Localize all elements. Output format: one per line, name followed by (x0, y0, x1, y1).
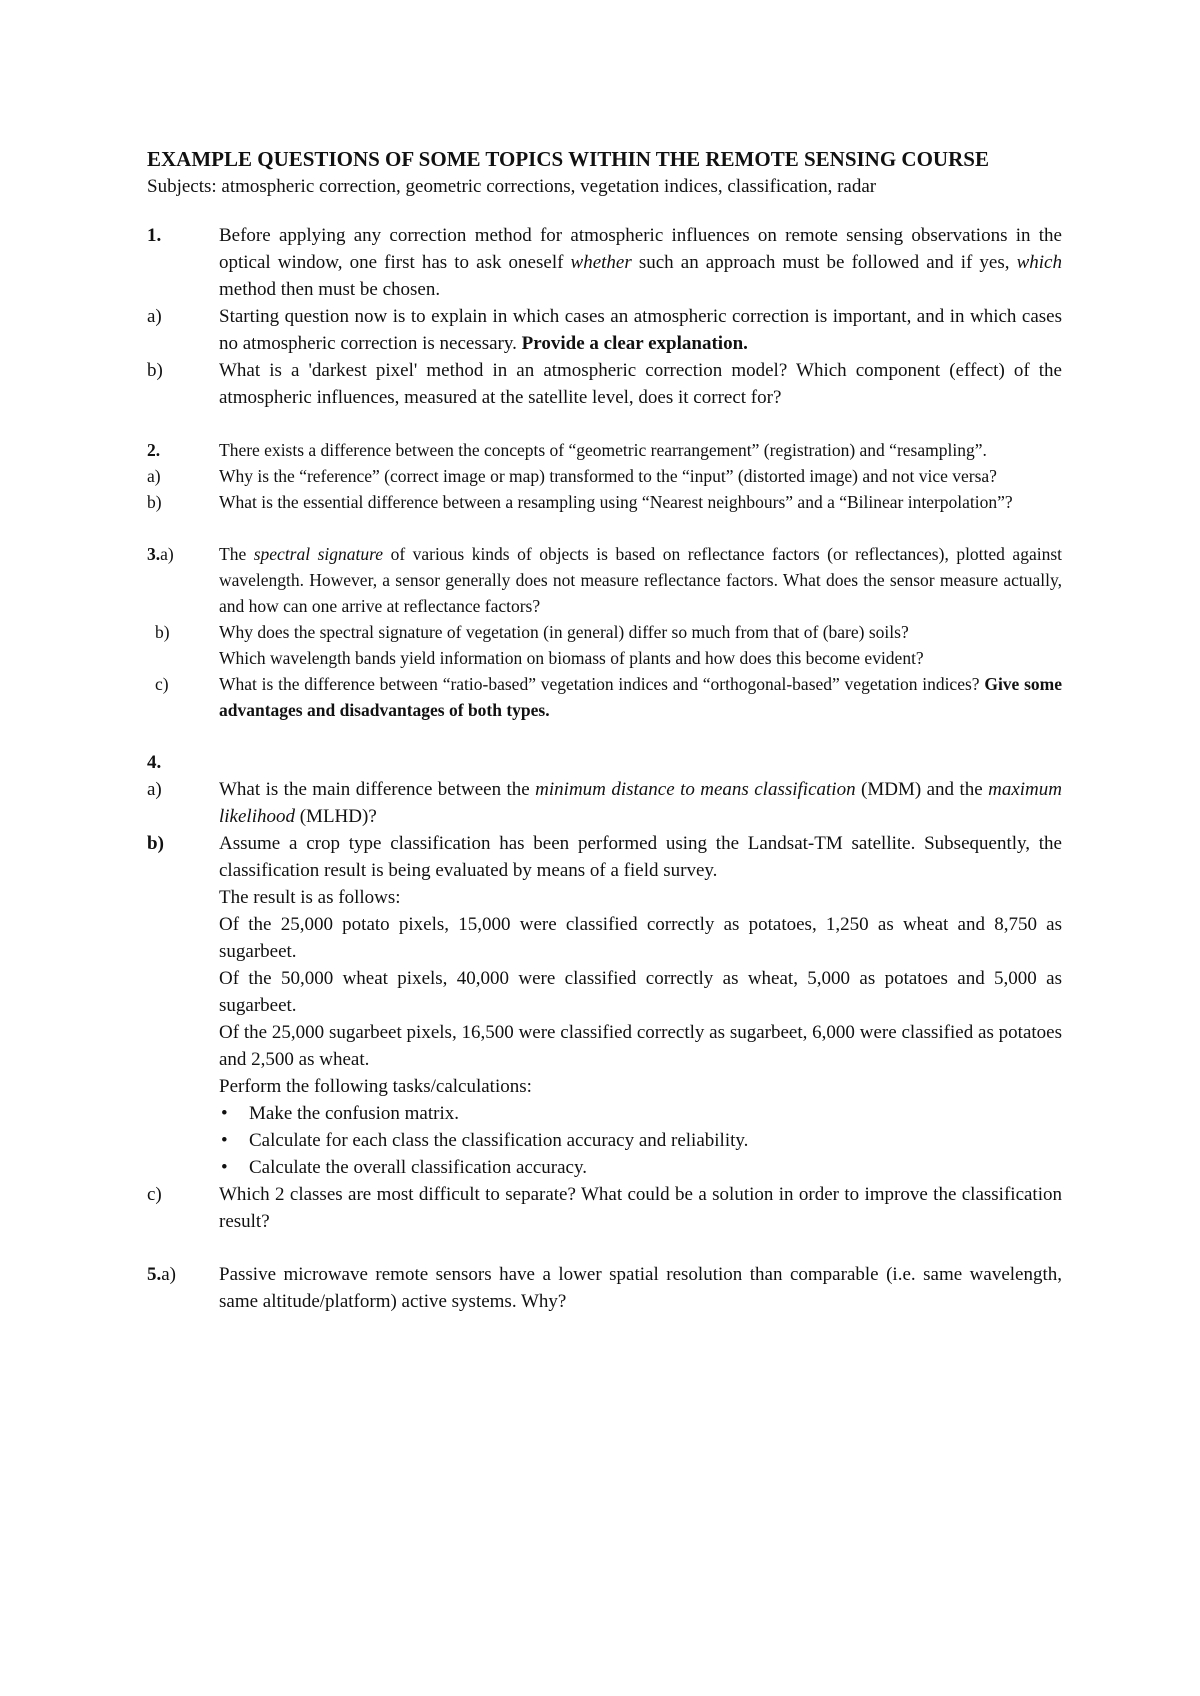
bold-instruction: Give some advantages and disadvantages of both types. (219, 674, 1062, 720)
question-5 (147, 1261, 1062, 1315)
question-number: 2. (147, 440, 161, 460)
question-text: Assume a crop type classification has been performed using the Landsat-TM satellite. Subsequently, the classification result is being evaluated by means of a field survey. (219, 833, 1062, 881)
question-text: Passive microwave remote sensors have a lower spatial resolution than comparable (i.e. same wavelength, same altitude/platform) active systems. Why? (219, 1264, 1062, 1312)
question-text: The result is as follows: (219, 887, 401, 908)
task-list (219, 1100, 1062, 1181)
document-title: EXAMPLE QUESTIONS OF SOME TOPICS WITHIN THE REMOTE SENSING COURSE (147, 147, 989, 171)
question-3 (147, 541, 1062, 723)
list-item (219, 1127, 1062, 1154)
question-text: The (219, 544, 254, 564)
question-text: Of the 50,000 wheat pixels, 40,000 were classified correctly as wheat, 5,000 as potatoes and 5,000 as sugarbeet. (219, 968, 1062, 1016)
question-text: What is the difference between “ratio-based” vegetation indices and “orthogonal-based” vegetation indices? (219, 674, 985, 694)
sub-label: c) (147, 1184, 162, 1205)
question-4c (147, 1181, 1062, 1235)
spacer (147, 723, 1062, 749)
sub-label: a) (147, 306, 162, 327)
question-text: What is the main difference between the (219, 779, 536, 800)
question-text: What is a 'darkest pixel' method in an atmospheric correction model? Which component (effect) of the atmospheric influences, measured at the satellite level, does it correct for? (219, 360, 1062, 408)
bullet-icon: • (221, 1157, 228, 1178)
sub-label: b) (147, 492, 162, 512)
question-1b (147, 357, 1062, 411)
question-4a (147, 776, 1062, 830)
question-text: Of the 25,000 potato pixels, 15,000 were classified correctly as potatoes, 1,250 as wheat and 8,750 as sugarbeet. (219, 914, 1062, 962)
sub-label: a) (147, 466, 161, 486)
sub-label: a) (147, 779, 162, 800)
question-5a (147, 1261, 1062, 1315)
question-2b (147, 489, 1062, 515)
question-number-bold: 3. (147, 544, 161, 564)
question-text: (MDM) and the (855, 779, 989, 800)
question-4-heading (147, 749, 1062, 776)
question-text: Before applying any correction method for atmospheric influences on remote sensing observations in the optical window, one first has to ask oneself (219, 225, 1062, 273)
list-item (219, 1100, 1062, 1127)
sub-label: b) (147, 360, 163, 381)
question-1 (147, 222, 1062, 411)
sub-label: a) (160, 544, 174, 564)
question-2 (147, 437, 1062, 515)
sub-label: a) (161, 1264, 177, 1285)
bullet-icon: • (221, 1103, 228, 1124)
question-text: What is the essential difference between a resampling using “Nearest neighbours” and a “Bilinear interpolation”? (219, 492, 1013, 512)
question-3b (147, 619, 1062, 671)
spacer (147, 515, 1062, 541)
list-item-text: Make the confusion matrix. (249, 1103, 460, 1124)
spacer (147, 411, 1062, 437)
question-number-bold: 5. (147, 1264, 162, 1285)
question-text: method then must be chosen. (219, 279, 441, 300)
emphasis-text: minimum distance to means classification (535, 779, 856, 800)
question-2a (147, 463, 1062, 489)
question-1a (147, 303, 1062, 357)
emphasis-text: which (1016, 252, 1062, 273)
question-text: Of the 25,000 sugarbeet pixels, 16,500 were classified correctly as sugarbeet, 6,000 were classified as potatoes and 2,500 as wheat. (219, 1022, 1062, 1070)
emphasis-text: spectral signature (253, 544, 384, 564)
question-text: of various kinds of objects is based on reflectance factors (or reflectances), plotted against wavelength. However, a sensor generally does not measure reflectance factors. What does the sensor measure actually, and how can one arrive at reflectance factors? (219, 544, 1062, 616)
question-text: Perform the following tasks/calculations: (219, 1076, 532, 1097)
sub-label: b) (155, 622, 170, 642)
question-text: There exists a difference between the concepts of “geometric rearrangement” (registration) and “resampling”. (219, 440, 987, 460)
question-text: Starting question now is to explain in which cases an atmospheric correction is important, and in which cases no atmospheric correction is necessary. (219, 306, 1062, 354)
spacer (147, 1235, 1062, 1261)
document-page (147, 146, 1062, 1315)
question-text: Which 2 classes are most difficult to separate? What could be a solution in order to improve the classification result? (219, 1184, 1062, 1232)
question-text: Why is the “reference” (correct image or map) transformed to the “input” (distorted image) and not vice versa? (219, 466, 997, 486)
list-item-text: Calculate for each class the classification accuracy and reliability. (249, 1130, 749, 1151)
sub-label: c) (155, 674, 169, 694)
question-number (147, 1261, 219, 1288)
question-3a (147, 541, 1062, 619)
question-4 (147, 749, 1062, 1235)
emphasis-text: whether (570, 252, 632, 273)
question-number (147, 541, 219, 567)
list-item-text: Calculate the overall classification accuracy. (249, 1157, 587, 1178)
question-3c (147, 671, 1062, 723)
question-text: such an approach must be followed and if yes, (631, 252, 1017, 273)
question-2-intro (147, 437, 1062, 463)
list-item (219, 1154, 1062, 1181)
bullet-icon: • (221, 1130, 228, 1151)
subjects-line: Subjects: atmospheric correction, geometric corrections, vegetation indices, classification, radar (147, 176, 877, 197)
emphasis-text: maximum likelihood (219, 779, 1062, 827)
sub-label: b) (147, 833, 164, 854)
bold-instruction: Provide a clear explanation. (521, 333, 748, 354)
question-1-intro (147, 222, 1062, 303)
question-number: 4. (147, 752, 162, 773)
question-4b (147, 830, 1062, 1181)
question-number: 1. (147, 225, 162, 246)
question-text: Why does the spectral signature of vegetation (in general) differ so much from that of (bare) soils? (219, 622, 909, 642)
question-text: Which wavelength bands yield information on biomass of plants and how does this become evident? (219, 648, 924, 668)
question-text: (MLHD)? (294, 806, 377, 827)
